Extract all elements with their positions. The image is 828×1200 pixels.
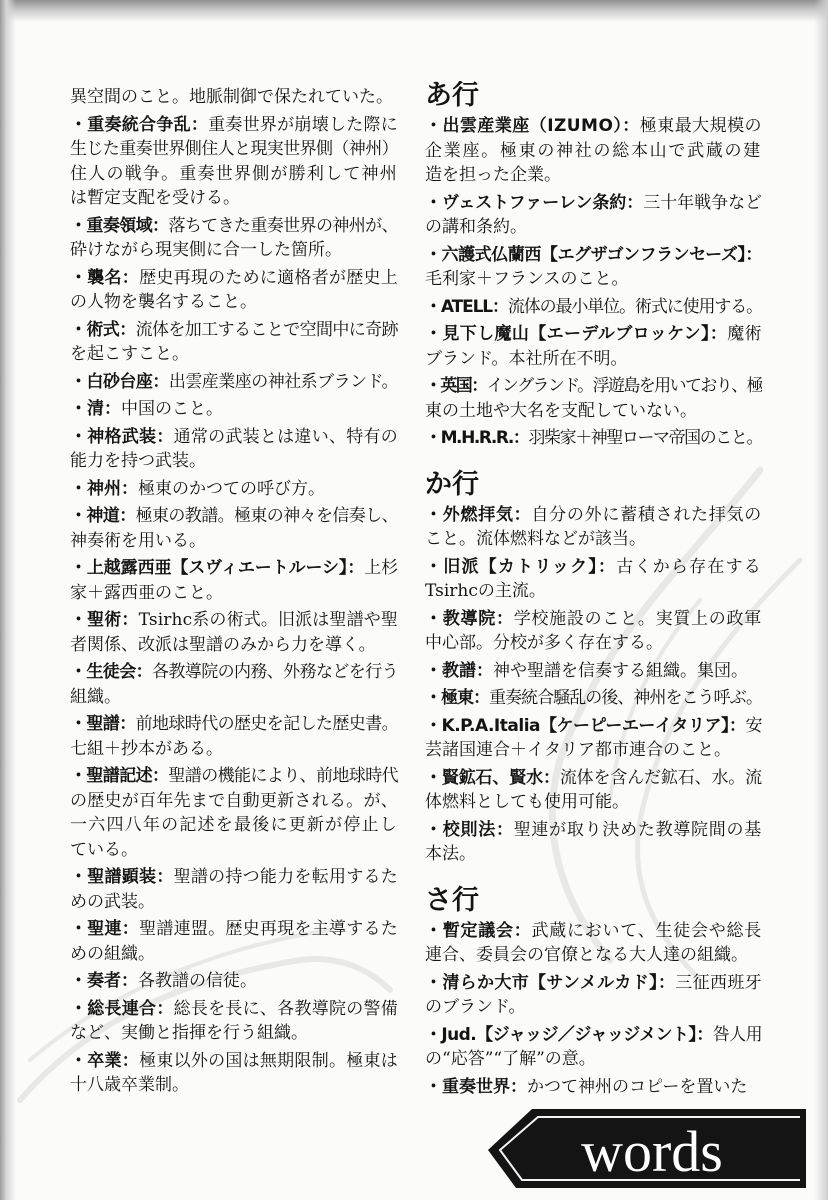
entry-text: 毛利家＋フランスのこと。	[425, 269, 629, 289]
entry-text: のブランド。	[425, 997, 526, 1017]
entry-term: ・卒業：	[70, 1050, 140, 1071]
entry-line	[70, 942, 398, 967]
entry-text: 神や聖譜を信奏する組織。集団。	[493, 660, 748, 681]
entry-term: ・K.P.A.Italia【ケーピーエーイタリア】：	[425, 715, 746, 736]
glossary-entry	[70, 504, 398, 553]
entry-line	[425, 1023, 762, 1048]
entry-text: 前地球時代の歴史を記した歴史書。	[135, 714, 398, 734]
entry-text: Tsirhcの主流。	[425, 581, 546, 601]
entry-text: めの組織。	[70, 943, 155, 964]
entry-term: ・襲名：	[70, 267, 140, 288]
section-heading: か行	[425, 468, 479, 500]
entry-text: 通常の武装とは違い、特有の	[173, 426, 398, 447]
entry-line	[70, 813, 398, 838]
kana-section	[425, 470, 762, 867]
entry-text: 一六四八年の記述を最後に更新が停止し	[70, 815, 398, 835]
entry-text: 総長を長に、各教導院の警備	[173, 998, 398, 1019]
entry-term: ・教譜：	[425, 660, 493, 681]
entry-line	[70, 370, 398, 395]
entry-line	[70, 890, 398, 915]
kana-section	[425, 81, 762, 451]
entry-line	[70, 162, 398, 187]
entry-line	[70, 342, 398, 367]
glossary-entry	[70, 969, 398, 994]
entry-text: は暫定支配を受ける。	[70, 188, 240, 208]
glossary-entry	[425, 714, 762, 763]
entry-line	[70, 969, 398, 994]
entry-line	[70, 477, 398, 502]
glossary-entry	[70, 917, 398, 966]
entry-text: 能力を持つ武装。	[70, 451, 206, 471]
glossary-entry	[425, 191, 762, 240]
entry-text: 各教導院の内務、外務などを行う	[152, 662, 398, 682]
entry-line	[70, 290, 398, 315]
entry-text: 組織。	[70, 686, 121, 707]
entry-text: 極東最大規模の	[639, 116, 762, 136]
entry-line	[70, 997, 398, 1022]
entry-term: ・教導院：	[425, 608, 514, 629]
entry-text: 聖譜の機能により、前地球時代	[168, 766, 398, 786]
entry-line	[70, 608, 398, 633]
entry-line	[425, 503, 762, 528]
entry-line	[70, 529, 398, 554]
glossary-entry	[70, 214, 398, 263]
entry-term: ・神道：	[70, 506, 136, 526]
entry-text: 羽柴家＋神聖ローマ帝国のこと。	[528, 428, 762, 448]
entry-term: ・暫定議会：	[425, 920, 532, 941]
entry-term: ・校則法：	[425, 819, 514, 840]
entry-term: ・賢鉱石、賢水：	[425, 767, 560, 788]
entry-line	[425, 426, 762, 451]
entry-term: ・上越露西亜【スヴィエートルーシ】：	[70, 558, 365, 578]
glossary-entry	[70, 425, 398, 474]
glossary-entry	[70, 477, 398, 502]
entry-line	[425, 790, 762, 815]
entry-term: ・奏者：	[70, 971, 138, 991]
entry-line	[70, 737, 398, 762]
entry-text: 重奏統合騒乱の後、神州をこう呼ぶ。	[489, 688, 762, 708]
glossary-entry	[70, 397, 398, 422]
entry-text: 流体を含んだ鉱石、水。流	[559, 767, 762, 788]
entry-line	[425, 267, 762, 292]
entry-line	[425, 555, 762, 580]
entry-line	[425, 191, 762, 216]
entry-text: の“応答”“了解”の意。	[425, 1049, 596, 1069]
entry-line	[425, 919, 762, 944]
words-banner	[480, 1100, 820, 1195]
entry-line	[70, 712, 398, 737]
glossary-entry	[70, 865, 398, 914]
glossary-entry	[70, 660, 398, 709]
glossary-entry	[425, 374, 762, 423]
entry-line	[425, 971, 762, 996]
entry-line	[425, 1047, 762, 1072]
entry-line	[70, 789, 398, 814]
entry-text: 十八歳卒業制。	[70, 1075, 189, 1095]
entry-line	[425, 139, 762, 164]
entry-text: 出雲産業座の神社系ブランド。	[168, 371, 398, 392]
entry-list	[70, 113, 398, 1098]
continued-text	[70, 85, 398, 110]
entry-text: 連合、委員会の官僚となる大人達の組織。	[425, 945, 748, 965]
entry-text: 聖譜連盟。歴史再現を主導するた	[139, 919, 398, 939]
glossary-entry	[425, 426, 762, 451]
entry-text: 者関係、改派は聖譜のみから力を導く。	[70, 634, 376, 655]
glossary-entry	[70, 1049, 398, 1098]
entry-text: の講和条約。	[425, 217, 527, 237]
entry-term: ・清らか大市【サンメルカド】：	[425, 972, 676, 993]
entry-text: 中国のこと。	[121, 399, 223, 419]
entry-text: など、実働と指揮を行う組織。	[70, 1023, 308, 1043]
entry-line	[70, 425, 398, 450]
glossary-entry	[425, 1075, 762, 1100]
entry-text: 古くから存在する	[616, 556, 762, 577]
entry-line	[425, 579, 762, 604]
entry-text: 家＋露西亜のこと。	[70, 582, 223, 603]
entry-text: 異空間のこと。地脈制御で保たれていた。	[70, 87, 393, 107]
entry-line	[425, 295, 762, 320]
entry-term: ・旧派【カトリック】：	[425, 556, 617, 577]
entry-term: ・神格武装：	[70, 426, 174, 447]
entry-line	[70, 214, 398, 239]
glossary-entry	[425, 607, 762, 656]
entry-line	[425, 686, 762, 711]
right-column	[425, 81, 762, 1105]
entry-line	[70, 633, 398, 658]
entry-line	[70, 504, 398, 529]
entry-text: 武蔵において、生徒会や総長	[531, 920, 762, 941]
entry-line	[70, 318, 398, 343]
entry-term: ・聖譜顕装：	[70, 867, 174, 887]
entry-text: 極東以外の国は無期限制。極東は	[139, 1050, 398, 1071]
entry-line	[70, 838, 398, 863]
entry-term: ・聖譜記述：	[70, 766, 169, 786]
entry-text: 砕けながら現実側に合一した箇所。	[70, 240, 342, 260]
entry-text: 極東の教譜。極東の神々を信奏し、	[135, 506, 398, 526]
entry-term: ・出雲産業座（IZUMO）：	[425, 116, 640, 136]
entry-text: かつて神州のコピーを置いた	[527, 1076, 748, 1097]
entry-text: 流体の最小単位。術式に使用する。	[507, 296, 762, 317]
entry-term: ・極東：	[425, 688, 490, 708]
glossary-entry	[425, 971, 762, 1020]
entry-line	[425, 842, 762, 867]
glossary-entry	[70, 113, 398, 211]
entry-text: 三征西班牙	[675, 972, 762, 993]
entry-term: ・ヴェストファーレン条約：	[425, 192, 644, 213]
entry-line	[425, 1075, 762, 1100]
entry-line	[425, 631, 762, 656]
entry-term: ・生徒会：	[70, 662, 152, 682]
entry-line	[425, 766, 762, 791]
glossary-entry	[425, 1023, 762, 1072]
glossary-entry	[425, 322, 762, 371]
entry-text: 重奏世界が崩壊した際に	[208, 114, 398, 135]
section-heading: あ行	[425, 81, 479, 111]
entry-line	[70, 137, 398, 162]
entry-text: の人物を襲名すること。	[70, 292, 257, 312]
glossary-entry	[425, 919, 762, 968]
entry-line	[425, 738, 762, 763]
entry-line	[425, 943, 762, 968]
entry-text: 流体を加工することで空間中に奇跡	[135, 319, 398, 340]
entry-term: ・外燃拝気：	[425, 504, 532, 525]
left-column	[70, 85, 398, 1105]
entry-text: の歴史が百年先まで自動更新される。が、	[70, 790, 398, 811]
entry-text: 企業座。極東の神社の総本山で武蔵の建	[425, 140, 762, 161]
entry-text: 魔術	[727, 324, 762, 344]
entry-line	[425, 243, 762, 268]
glossary-entry	[70, 997, 398, 1046]
entry-line	[425, 347, 762, 372]
glossary-entry	[70, 712, 398, 761]
entry-text: 体燃料としても使用可能。	[425, 792, 629, 812]
entry-text: 咎人用	[712, 1024, 762, 1045]
entry-text: 本法。	[425, 844, 476, 864]
entry-text: 芸諸国連合＋イタリア都市連合のこと。	[425, 740, 731, 760]
entry-term: ・総長連合：	[70, 998, 174, 1019]
glossary-entry	[425, 295, 762, 320]
entry-term: ・英国：	[425, 376, 487, 396]
entry-term: ・聖譜：	[70, 714, 136, 734]
entry-line	[70, 1049, 398, 1074]
glossary-entry	[425, 766, 762, 815]
entry-text: 歴史再現のために適格者が歴史上	[139, 267, 398, 288]
entry-term: ・ATELL：	[425, 296, 508, 317]
entry-line	[425, 322, 762, 347]
entry-term: ・術式：	[70, 319, 136, 340]
entry-text: イングランド。浮遊島を用いており、極	[486, 376, 762, 396]
entry-term: ・Jud.【ジャッジ／ジャッジメント】：	[425, 1024, 713, 1045]
entry-term: ・重奏統合争乱：	[70, 114, 209, 135]
entry-text: 各教譜の信徒。	[138, 971, 257, 991]
entry-line	[70, 266, 398, 291]
entry-term: ・神州：	[70, 478, 138, 499]
glossary-entry	[70, 370, 398, 395]
entry-text: 七組＋抄本がある。	[70, 738, 223, 759]
entry-text: ている。	[70, 839, 138, 860]
entry-text: Tsirhc系の術式。旧派は聖譜や聖	[138, 610, 398, 630]
entry-term: ・見下し魔山【エーデルブロッケン】：	[425, 324, 728, 344]
entry-text: 自分の外に蓄積された拝気の	[531, 504, 762, 525]
entry-text: 神奏術を用いる。	[70, 530, 206, 551]
entry-line	[425, 607, 762, 632]
entry-line	[70, 238, 398, 263]
entry-line	[70, 764, 398, 789]
entry-line	[70, 113, 398, 138]
entry-text: 東の土地や大名を支配していない。	[425, 400, 697, 421]
glossary-entry	[425, 555, 762, 604]
entry-line	[425, 163, 762, 188]
entry-term: ・M.H.R.R.：	[425, 428, 529, 448]
entry-text: 三十年戦争など	[643, 192, 762, 213]
glossary-entry	[425, 114, 762, 188]
entry-term: ・清：	[70, 399, 121, 419]
entry-term: ・聖術：	[70, 610, 139, 630]
entry-line	[425, 114, 762, 139]
entry-text: 生じた重奏世界側住人と現実世界側（神州）	[70, 139, 398, 159]
entry-term: ・白砂台座：	[70, 371, 169, 392]
entry-line	[425, 818, 762, 843]
glossary-entry	[70, 556, 398, 605]
entry-line	[70, 556, 398, 581]
entry-text: めの武装。	[70, 891, 155, 912]
entry-text: を起こすこと。	[70, 344, 189, 364]
entry-line	[425, 527, 762, 552]
glossary-entry	[425, 243, 762, 292]
entry-term: ・重奏世界：	[425, 1076, 527, 1097]
banner-label: words	[581, 1119, 723, 1184]
glossary-entry	[70, 764, 398, 862]
entry-line	[70, 397, 398, 422]
glossary-entry	[70, 266, 398, 315]
entry-term: ・六護式仏蘭西【エグザゴンフランセーズ】：	[425, 244, 762, 265]
entry-text: 安	[745, 715, 762, 736]
entry-text: 上杉	[364, 558, 398, 578]
entry-line	[70, 1021, 398, 1046]
entry-text: ブランド。本社所在不明。	[425, 348, 628, 369]
entry-text: 聖譜の持つ能力を転用するた	[173, 867, 398, 887]
glossary-entry	[70, 318, 398, 367]
entry-line	[425, 659, 762, 684]
entry-text: 聖連が取り決めた教導院間の基	[513, 819, 762, 840]
entry-line	[425, 714, 762, 739]
entry-text: 極東のかつての呼び方。	[138, 478, 325, 499]
entry-text: 中心部。分校が多く存在する。	[425, 633, 663, 653]
glossary-entry	[70, 608, 398, 657]
entry-text: 住人の戦争。重奏世界側が勝利して神州	[70, 163, 398, 184]
entry-text: 造を担った企業。	[425, 165, 561, 185]
entry-line	[70, 865, 398, 890]
entry-term: ・重奏領域：	[70, 215, 169, 236]
kana-section	[425, 886, 762, 1100]
entry-line	[425, 995, 762, 1020]
section-heading: さ行	[425, 884, 479, 916]
entry-line	[425, 374, 762, 399]
glossary-entry	[425, 659, 762, 684]
glossary-entry	[425, 503, 762, 552]
entry-line	[70, 186, 398, 211]
entry-line	[70, 660, 398, 685]
entry-text: 学校施設のこと。実質上の政軍	[513, 608, 762, 629]
entry-line	[70, 581, 398, 606]
entry-line	[70, 449, 398, 474]
entry-line	[425, 215, 762, 240]
entry-line	[70, 685, 398, 710]
entry-line	[70, 917, 398, 942]
entry-term: ・聖連：	[70, 919, 140, 939]
glossary-entry	[425, 818, 762, 867]
entry-text: こと。流体燃料などが該当。	[425, 529, 646, 549]
entry-line	[70, 1073, 398, 1098]
entry-text: 落ちてきた重奏世界の神州が、	[168, 215, 398, 236]
entry-line	[425, 399, 762, 424]
glossary-entry	[425, 686, 762, 711]
